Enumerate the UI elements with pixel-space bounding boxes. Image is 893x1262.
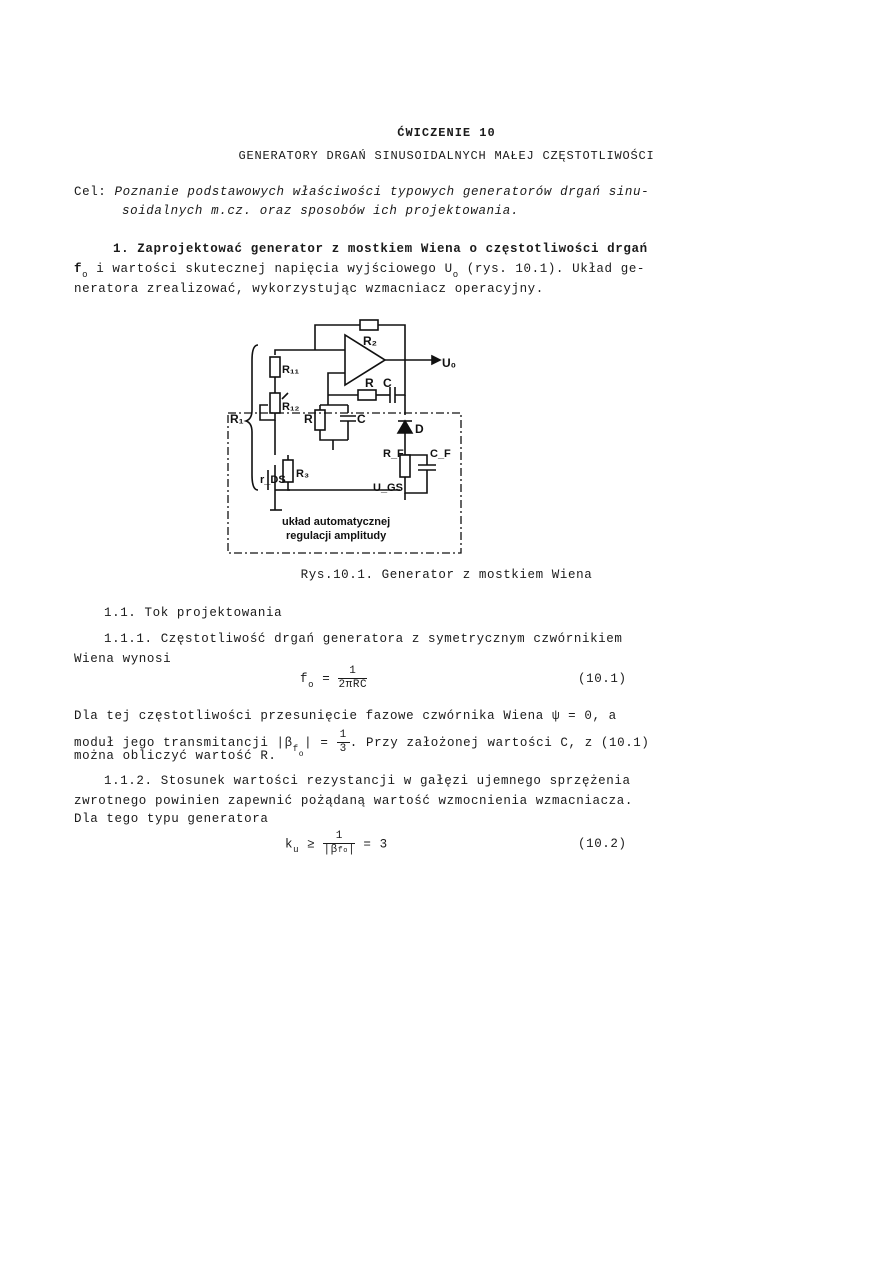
p2-line-1: Dla tej częstotliwości przesunięcie fazowe czwórnika Wiena ψ = 0, a <box>74 709 617 723</box>
equation-number-10-2: (10.2) <box>578 837 627 851</box>
section-heading: 1.1. Tok projektowania <box>104 606 283 620</box>
resistor-r11 <box>270 357 280 377</box>
p3-line-2: zwrotnego powinien zapewnić pożądaną wartość wzmocnienia wzmacniacza. <box>74 794 633 808</box>
eq1-fraction: $\frac{1}{\text{2πRC}}$ <box>338 665 368 691</box>
resistor-r2 <box>360 320 378 330</box>
label-rds: r_DS <box>260 474 286 486</box>
task-1-line-2: $f_o$ i wartości skutecznej napięcia wyjściowego $U_o$ (rys. 10.1). Układ ge- <box>74 262 646 280</box>
p3-line-1: 1.1.2. Stosunek wartości rezystancji w gałęzi ujemnego sprzężenia <box>104 774 631 788</box>
label-c-parallel: C <box>357 412 366 426</box>
label-r2: R₂ <box>363 334 377 348</box>
label-d: D <box>415 422 424 436</box>
figure-caption: Rys.10.1. Generator z mostkiem Wiena <box>300 568 593 582</box>
box-label-1: układ automatycznej <box>282 516 391 528</box>
label-r12: R₁₂ <box>282 401 300 413</box>
task-1-line-3: neratora zrealizować, wykorzystując wzmacniacz operacyjny. <box>74 282 544 296</box>
exercise-number: ĆWICZENIE 10 <box>397 126 496 140</box>
label-u0: U₀ <box>442 356 457 370</box>
label-rf: R_F <box>383 448 404 460</box>
label-cf: C_F <box>430 448 451 460</box>
p2-line-2: moduł jego transmitancji $|\beta_{fo}|$ = $\frac{1}{3}$ . Przy założonej wartości C, z (10.1) <box>74 729 650 759</box>
label-ugs: U_GS <box>373 482 403 494</box>
box-label-2: regulacji amplitudy <box>286 530 387 542</box>
goal-label: Cel: <box>74 185 107 199</box>
label-r-parallel: R <box>304 412 313 426</box>
label-r11: R₁₁ <box>282 364 300 376</box>
p2-line-3: można obliczyć wartość R. <box>74 749 277 763</box>
page-title: GENERATORY DRGAŃ SINUSOIDALNYCH MAŁEJ CZĘSTOTLIWOŚCI <box>238 149 655 163</box>
task-1-line-1: 1. Zaprojektować generator z mostkiem Wiena o częstotliwości drgań <box>113 242 648 256</box>
p1-line-2: Wiena wynosi <box>74 652 172 666</box>
p1-line-1: 1.1.1. Częstotliwość drgań generatora z symetrycznym czwórnikiem <box>104 632 623 646</box>
goal-text-1: Poznanie podstawowych właściwości typowych generatorów drgań sinu- <box>114 185 650 199</box>
eq2-fraction: $\frac{1}{\text{|βfo|}}$ <box>323 830 356 856</box>
label-r-series: R <box>365 376 374 390</box>
equation-10-2: $k_u$ ≥ $\frac{1}{\text{|βfo|}}$ = 3 <box>285 830 388 856</box>
label-r1: R₁ <box>230 412 244 426</box>
resistor-r-series <box>358 390 376 400</box>
equation-number-10-1: (10.1) <box>578 672 627 686</box>
circuit-diagram <box>220 315 470 560</box>
resistor-r12 <box>270 393 280 413</box>
label-c-series: C <box>383 376 392 390</box>
goal-text-2: soidalnych m.cz. oraz sposobów ich projektowania. <box>122 204 519 218</box>
p3-line-3: Dla tego typu generatora <box>74 812 269 826</box>
label-r3: R₃ <box>296 468 310 480</box>
equation-10-1: $f_o$ = $\frac{1}{\text{2πRC}}$ <box>300 665 368 691</box>
